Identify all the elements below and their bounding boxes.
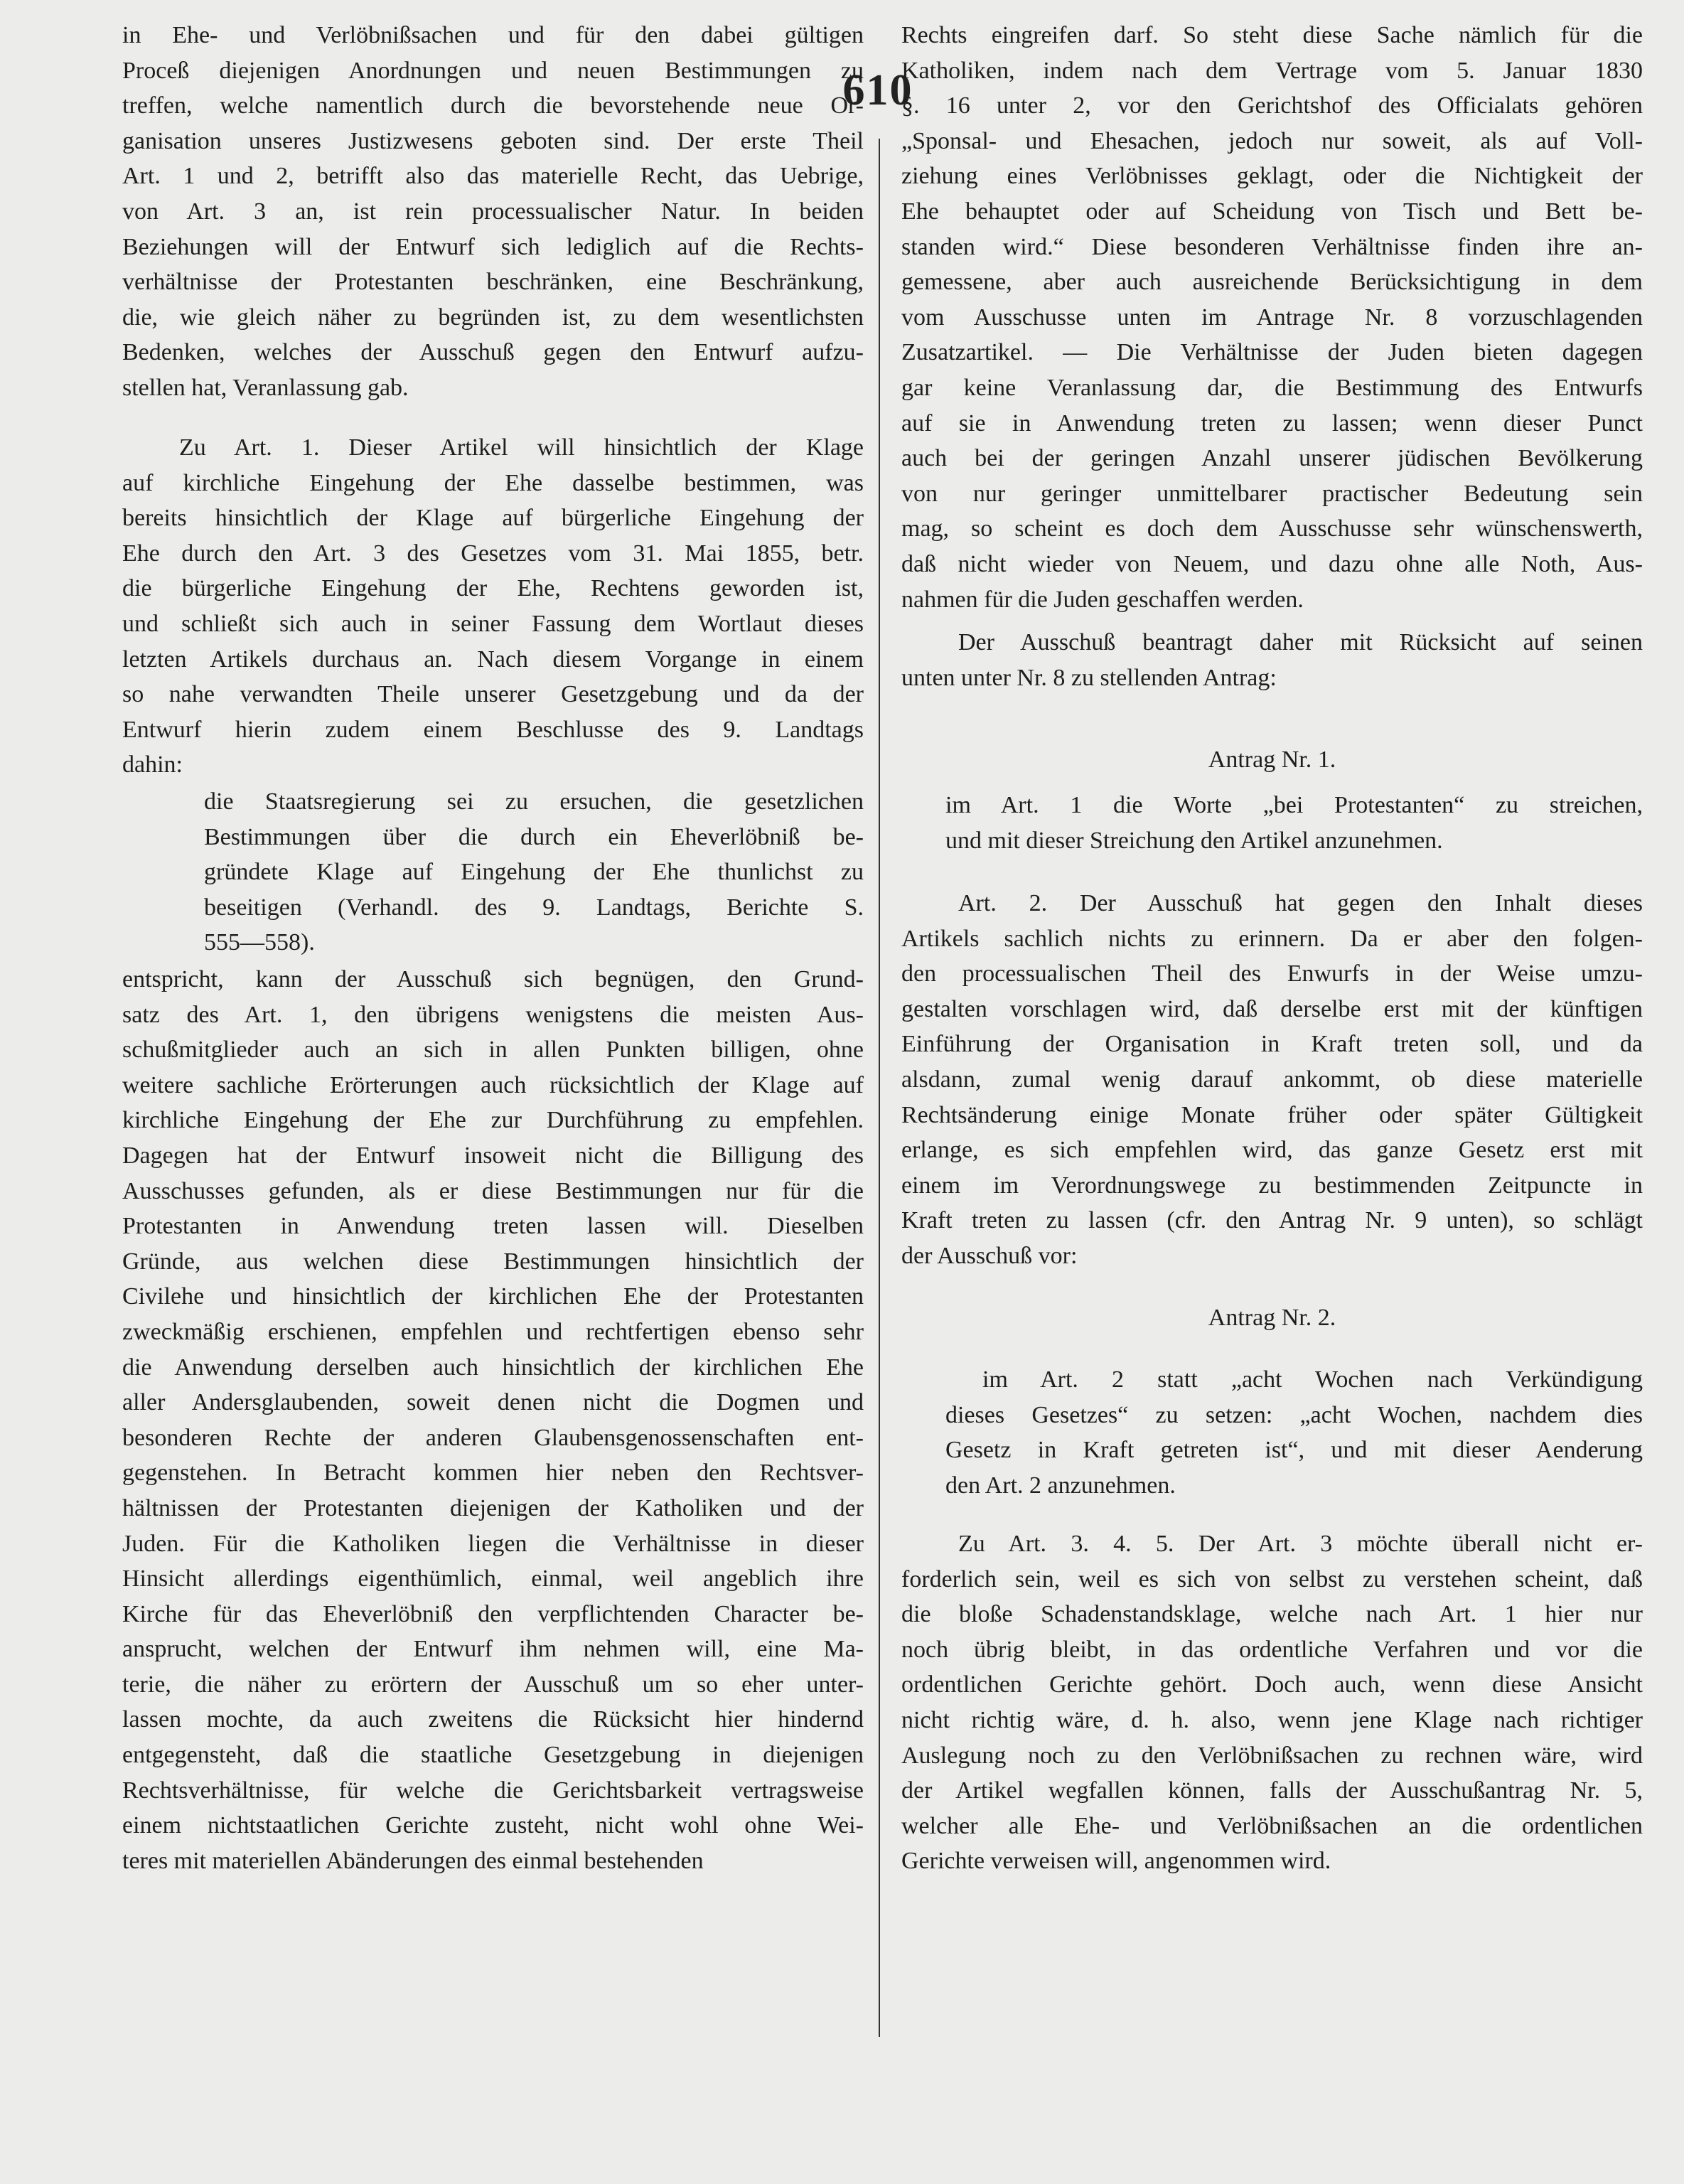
text-line: Rechts eingreifen darf. So steht diese Sache nämlich für die	[901, 22, 1643, 48]
text-line: terie, die näher zu erörtern der Ausschuß um so eher unter-	[122, 1671, 864, 1698]
text-line: von Art. 3 an, ist rein processualischer Natur. In beiden	[122, 198, 864, 225]
text-line: standen wird.“ Diese besonderen Verhältnisse finden ihre an-	[901, 233, 1643, 260]
text-line: verhältnisse der Protestanten beschränken, eine Beschränkung,	[122, 269, 864, 296]
text-line: Gründe, aus welchen diese Bestimmungen hinsichtlich der	[122, 1248, 864, 1275]
text-line: Kirche für das Eheverlöbniß den verpflichtenden Character be-	[122, 1600, 864, 1627]
text-line: aller Andersglaubenden, soweit denen nicht die Dogmen und	[122, 1389, 864, 1416]
text-line: gemessene, aber auch ausreichende Berücksichtigung in dem	[901, 269, 1643, 296]
text-line: Auslegung noch zu den Verlöbnißsachen zu rechnen wäre, wird	[901, 1742, 1643, 1769]
text-line: teres mit materiellen Abänderungen des einmal bestehenden	[122, 1847, 704, 1874]
text-line: Art. 2. Der Ausschuß hat gegen den Inhalt dieses	[958, 890, 1643, 916]
text-line: Gesetz in Kraft getreten ist“, und mit dieser Aenderung	[945, 1437, 1643, 1464]
text-line: Proceß diejenigen Anordnungen und neuen Bestimmungen zu	[122, 57, 864, 84]
text-line: „Sponsal- und Ehesachen, jedoch nur soweit, als auf Voll-	[901, 127, 1643, 154]
text-line: die, wie gleich näher zu begründen ist, zu dem wesentlichsten	[122, 304, 864, 331]
text-line: in Ehe- und Verlöbnißsachen und für den dabei gültigen	[122, 22, 864, 48]
text-line: besonderen Rechte der anderen Glaubensgenossenschaften ent-	[122, 1424, 864, 1451]
text-line: den Art. 2 anzunehmen.	[945, 1472, 1176, 1499]
text-line: Der Ausschuß beantragt daher mit Rücksicht auf seinen	[958, 629, 1643, 655]
text-line: treffen, welche namentlich durch die bevorstehende neue Or-	[122, 92, 864, 119]
text-line: kirchliche Eingehung der Ehe zur Durchführung zu empfehlen.	[122, 1107, 864, 1134]
quoted-block	[945, 1362, 1643, 1503]
text-line: ziehung eines Verlöbnisses geklagt, oder die Nichtigkeit der	[901, 163, 1643, 190]
text-line: der Ausschuß vor:	[901, 1242, 1078, 1269]
text-line: entgegensteht, daß die staatliche Gesetzgebung in diejenigen	[122, 1742, 864, 1769]
text-line: alsdann, zumal wenig darauf ankommt, ob diese materielle	[901, 1066, 1643, 1093]
text-line: stellen hat, Veranlassung gab.	[122, 374, 409, 401]
text-line: Antrag Nr. 2.	[1208, 1305, 1336, 1331]
text-line: einem nichtstaatlichen Gerichte zusteht, nicht wohl ohne Wei-	[122, 1812, 864, 1839]
paragraph	[901, 18, 1643, 617]
text-line: erlange, es sich empfehlen wird, das ganze Gesetz erst mit	[901, 1137, 1643, 1164]
text-line: Rechtsänderung einige Monate früher oder später Gültigkeit	[901, 1101, 1643, 1128]
text-line: gegenstehen. In Betracht kommen hier neben den Rechtsver-	[122, 1460, 864, 1487]
text-line: und mit dieser Streichung den Artikel anzunehmen.	[945, 827, 1443, 854]
text-line: gestalten vorschlagen wird, daß derselbe erst mit der künftigen	[901, 995, 1643, 1022]
paragraph	[122, 18, 864, 406]
text-line: zweckmäßig erschienen, empfehlen und rechtfertigen ebenso sehr	[122, 1318, 864, 1345]
text-line: vom Ausschusse unten im Antrage Nr. 8 vorzuschlagenden	[901, 304, 1643, 331]
text-line: Bestimmungen über die durch ein Eheverlöbniß be-	[204, 823, 864, 850]
text-line: nahmen für die Juden geschaffen werden.	[901, 586, 1304, 613]
text-line: der Artikel wegfallen können, falls der Ausschußantrag Nr. 5,	[901, 1777, 1643, 1804]
paragraph	[122, 962, 864, 1878]
text-line: Art. 1 und 2, betrifft also das materielle Recht, das Uebrige,	[122, 163, 864, 190]
text-line: §. 16 unter 2, vor den Gerichtshof des Officialats gehören	[901, 92, 1643, 119]
text-line: Juden. Für die Katholiken liegen die Verhältnisse in dieser	[122, 1530, 864, 1557]
text-line: die bürgerliche Eingehung der Ehe, Rechtens geworden ist,	[122, 575, 864, 602]
text-line: Zu Art. 1. Dieser Artikel will hinsichtlich der Klage	[179, 434, 864, 461]
text-line: Gerichte verweisen will, angenommen wird.	[901, 1848, 1331, 1875]
text-line: daß nicht wieder von Neuem, und dazu ohne alle Noth, Aus-	[901, 550, 1643, 577]
text-line: auf sie in Anwendung treten zu lassen; wenn dieser Punct	[901, 410, 1643, 437]
text-line: dahin:	[122, 751, 183, 778]
section-heading	[901, 742, 1643, 778]
text-line: ordentlichen Gerichte gehört. Doch auch, wenn diese Ansicht	[901, 1671, 1643, 1698]
text-line: Zusatzartikel. — Die Verhältnisse der Juden bieten dagegen	[901, 339, 1643, 366]
text-line: ganisation unseres Justizwesens geboten sind. Der erste Theil	[122, 127, 864, 154]
text-line: Einführung der Organisation in Kraft treten soll, und da	[901, 1031, 1643, 1058]
text-line: satz des Art. 1, den übrigens wenigstens die meisten Aus-	[122, 1001, 864, 1028]
text-line: so nahe verwandten Theile unserer Gesetzgebung und da der	[122, 681, 864, 708]
text-line: Zu Art. 3. 4. 5. Der Art. 3 möchte überall nicht er-	[958, 1531, 1643, 1557]
text-line: 555—558).	[204, 929, 315, 956]
text-line: schußmitglieder auch an sich in allen Punkten billigen, ohne	[122, 1037, 864, 1064]
text-line: Ehe durch den Art. 3 des Gesetzes vom 31. Mai 1855, betr.	[122, 540, 864, 567]
text-line: weitere sachliche Erörterungen auch rücksichtlich der Klage auf	[122, 1071, 864, 1098]
text-line: Katholiken, indem nach dem Vertrage vom 5. Januar 1830	[901, 57, 1643, 84]
text-line: mag, so scheint es doch dem Ausschusse sehr wünschenswerth,	[901, 515, 1643, 542]
text-line: Bedenken, welches der Ausschuß gegen den Entwurf aufzu-	[122, 339, 864, 366]
text-line: ansprucht, welchen der Entwurf ihm nehmen will, eine Ma-	[122, 1636, 864, 1663]
text-line: Ausschusses gefunden, als er diese Bestimmungen nur für die	[122, 1177, 864, 1204]
text-line: Rechtsverhältnisse, für welche die Gerichtsbarkeit vertragsweise	[122, 1777, 864, 1804]
text-line: dieses Gesetzes“ zu setzen: „acht Wochen, nachdem dies	[945, 1401, 1643, 1428]
text-line: nicht richtig wäre, d. h. also, wenn jene Klage nach richtiger	[901, 1706, 1643, 1733]
text-line: einem im Verordnungswege zu bestimmenden Zeitpuncte in	[901, 1172, 1643, 1199]
text-line: Protestanten in Anwendung treten lassen will. Dieselben	[122, 1213, 864, 1240]
text-line: letzten Artikels durchaus an. Nach diesem Vorgange in einem	[122, 646, 864, 673]
text-line: Civilehe und hinsichtlich der kirchlichen Ehe der Protestanten	[122, 1283, 864, 1310]
text-line: lassen mochte, da auch zweitens die Rücksicht hier hindernd	[122, 1706, 864, 1733]
text-line: auf kirchliche Eingehung der Ehe dasselbe bestimmen, was	[122, 469, 864, 496]
text-line: die bloße Schadenstandsklage, welche nach Art. 1 hier nur	[901, 1601, 1643, 1628]
paragraph	[901, 1526, 1643, 1879]
text-line: entspricht, kann der Ausschuß sich begnügen, den Grund-	[122, 966, 864, 992]
text-line: unten unter Nr. 8 zu stellenden Antrag:	[901, 664, 1277, 691]
page-number: 610	[842, 66, 913, 114]
text-line: gründete Klage auf Eingehung der Ehe thunlichst zu	[204, 859, 864, 886]
paragraph	[901, 886, 1643, 1274]
text-line: Entwurf hierin zudem einem Beschlusse des 9. Landtags	[122, 716, 864, 743]
text-line: und schließt sich auch in seiner Fassung dem Wortlaut dieses	[122, 610, 864, 637]
text-line: im Art. 1 die Worte „bei Protestanten“ zu streichen,	[945, 792, 1643, 818]
text-line: von nur geringer unmittelbarer practischer Bedeutung sein	[901, 480, 1643, 507]
text-line: noch übrig bleibt, in das ordentliche Verfahren und vor die	[901, 1636, 1643, 1663]
text-line: Hinsicht allerdings eigenthümlich, einmal, weil angeblich ihre	[122, 1565, 864, 1592]
paragraph	[901, 625, 1643, 695]
text-line: welcher alle Ehe- und Verlöbnißsachen an die ordentlichen	[901, 1812, 1643, 1839]
text-line: bereits hinsichtlich der Klage auf bürgerliche Eingehung der	[122, 505, 864, 532]
text-line: Artikels sachlich nichts zu erinnern. Da er aber den folgen-	[901, 925, 1643, 952]
paragraph	[122, 430, 864, 783]
text-line: die Anwendung derselben auch hinsichtlich der kirchlichen Ehe	[122, 1354, 864, 1381]
text-line: den processualischen Theil des Enwurfs in der Weise umzu-	[901, 960, 1643, 987]
text-line: Ehe behauptet oder auf Scheidung von Tisch und Bett be-	[901, 198, 1643, 225]
text-line: Dagegen hat der Entwurf insoweit nicht die Billigung des	[122, 1142, 864, 1169]
column-divider	[879, 139, 880, 2037]
section-heading	[901, 1300, 1643, 1336]
text-line: Kraft treten zu lassen (cfr. den Antrag Nr. 9 unten), so schlägt	[901, 1207, 1643, 1234]
text-line: hältnissen der Protestanten diejenigen der Katholiken und der	[122, 1494, 864, 1521]
text-line: gar keine Veranlassung dar, die Bestimmung des Entwurfs	[901, 374, 1643, 401]
text-line: im Art. 2 statt „acht Wochen nach Verkündigung	[982, 1366, 1643, 1393]
quoted-block	[945, 788, 1643, 858]
text-line: Beziehungen will der Entwurf sich lediglich auf die Rechts-	[122, 233, 864, 260]
text-line: forderlich sein, weil es sich von selbst zu verstehen scheint, daß	[901, 1565, 1643, 1592]
quoted-block	[204, 784, 864, 960]
text-line: beseitigen (Verhandl. des 9. Landtags, Berichte S.	[204, 894, 864, 921]
text-line: die Staatsregierung sei zu ersuchen, die gesetzlichen	[204, 788, 864, 815]
text-line: Antrag Nr. 1.	[1208, 746, 1336, 773]
text-line: auch bei der geringen Anzahl unserer jüdischen Bevölkerung	[901, 445, 1643, 472]
